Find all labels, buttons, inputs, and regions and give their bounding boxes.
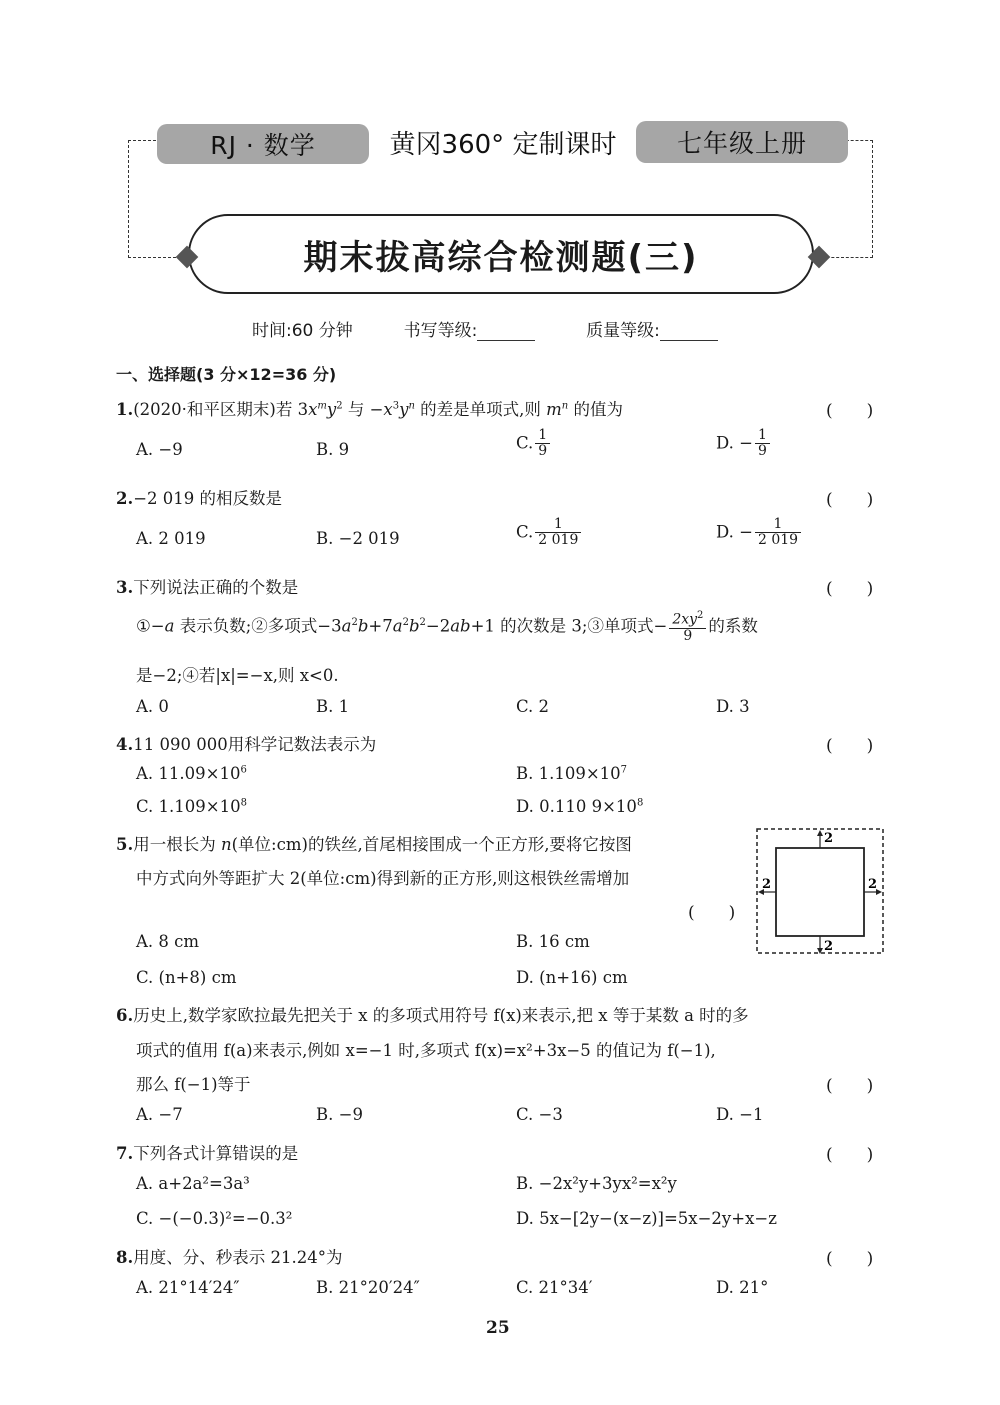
grade-pill: 七年级上册 [636, 121, 848, 163]
inner-square [776, 848, 864, 936]
q2-option-b: B. −2 019 [316, 529, 400, 548]
q7-option-d: D. 5x−[2y−(x−z)]=5x−2y+x−z [516, 1209, 777, 1228]
quality-grade-blank[interactable] [660, 322, 718, 341]
question-5-cont: 中方式向外等距扩大 2(单位:cm)得到新的正方形,则这根铁丝需增加 [136, 869, 630, 888]
q2-option-a: A. 2 019 [136, 529, 206, 548]
exam-meta [252, 316, 718, 341]
q5-option-a: A. 8 cm [136, 932, 200, 951]
answer-bracket-4[interactable]: ( ) [826, 736, 874, 756]
answer-bracket-6[interactable]: ( ) [826, 1076, 874, 1096]
q6-option-b: B. −9 [316, 1105, 363, 1124]
q4-option-b: B. $1.109\times 10^7$ [516, 764, 628, 783]
q5-option-c: C. (n+8) cm [136, 968, 237, 987]
writing-grade-label: 书写等级: [403, 321, 478, 341]
question-1: 1.(2020·和平区期末)若 $3x^my^2$ 与 $-x^3y^n$ 的差是单项式,则 $m^n$ 的值为 [116, 400, 623, 419]
fig-label-bottom: 2 [824, 939, 834, 954]
q2-option-c: C. $\frac{1}{2 019}$ [516, 517, 583, 549]
q3-option-c: C. 2 [516, 697, 550, 716]
q6-option-c: C. −3 [516, 1105, 563, 1124]
page-number: 25 [486, 1318, 510, 1338]
q3-option-a: A. 0 [136, 697, 169, 716]
answer-bracket-3[interactable]: ( ) [826, 579, 874, 599]
q4-option-d: D. 0.110 $9\times 10^8$ [516, 797, 644, 816]
question-7: 7.下列各式计算错误的是 [116, 1144, 299, 1163]
answer-bracket-8[interactable]: ( ) [826, 1249, 874, 1269]
q8-option-d: D. 21° [716, 1278, 769, 1297]
question-2: 2.−2 019 的相反数是 [116, 489, 283, 508]
q7-option-a: A. a+2a²=3a³ [136, 1174, 250, 1193]
q6-option-a: A. −7 [136, 1105, 183, 1124]
question-6-cont-1: 项式的值用 f(a)来表示,例如 x=−1 时,多项式 f(x)=x²+3x−5 的值记为 f(−1), [136, 1041, 716, 1060]
q3-option-b: B. 1 [316, 697, 350, 716]
question-8: 8.用度、分、秒表示 21.24°为 [116, 1248, 343, 1267]
q1-option-b: B. 9 [316, 440, 350, 459]
q1-option-a: A. −9 [136, 440, 183, 459]
q4-option-a: A. $11.09\times 10^6$ [136, 764, 247, 783]
fig-label-left: 2 [762, 877, 772, 892]
brand-title: 黄冈360° 定制课时 [389, 130, 617, 160]
time-label: 时间:60 分钟 [252, 321, 353, 341]
answer-bracket-7[interactable]: ( ) [826, 1145, 874, 1165]
q8-option-a: A. 21°14′24″ [136, 1278, 240, 1297]
question-3: 3.下列说法正确的个数是 [116, 578, 299, 597]
answer-bracket-5[interactable]: ( ) [688, 903, 736, 923]
q2-option-d: D. − $\frac{1}{2 019}$ [716, 517, 803, 549]
q1-option-c: C. $\frac{1}{9}$ [516, 428, 552, 460]
question-6: 6.历史上,数学家欧拉最先把关于 x 的多项式用符号 f(x)来表示,把 x 等于某数 a 时的多 [116, 1006, 749, 1025]
q7-option-c: C. −(−0.3)²=−0.3² [136, 1209, 293, 1228]
q5-option-d: D. (n+16) cm [516, 968, 628, 987]
answer-bracket-1[interactable]: ( ) [826, 401, 874, 421]
fig-label-top: 2 [824, 831, 834, 846]
q6-option-d: D. −1 [716, 1105, 764, 1124]
question-3-statements-cont: 是−2;④若|x|=−x,则 x<0. [136, 666, 339, 685]
fig-label-right: 2 [868, 877, 878, 892]
q7-option-b: B. −2x²y+3yx²=x²y [516, 1174, 677, 1193]
q8-option-b: B. 21°20′24″ [316, 1278, 420, 1297]
page-title: 期末拔高综合检测题(三) [188, 214, 814, 294]
subject-pill: RJ · 数学 [157, 124, 369, 164]
quality-grade-label: 质量等级: [586, 321, 660, 341]
question-5: 5.用一根长为 n(单位:cm)的铁丝,首尾相接围成一个正方形,要将它按图 [116, 835, 632, 854]
writing-grade-blank[interactable] [477, 322, 535, 341]
square-expansion-figure [756, 828, 886, 956]
q8-option-c: C. 21°34′ [516, 1278, 593, 1297]
answer-bracket-2[interactable]: ( ) [826, 490, 874, 510]
question-3-statements: ①−a 表示负数;②多项式$-3a^2b+7a^2b^2-2ab+1$ 的次数是 3;③单项式− $\frac{2xy^2}{9}$ 的系数 [136, 610, 758, 645]
question-4: 4.11 090 000用科学记数法表示为 [116, 735, 377, 754]
q1-option-d: D. − $\frac{1}{9}$ [716, 428, 772, 460]
section-heading: 一、选择题(3 分×12=36 分) [116, 365, 337, 384]
q3-option-d: D. 3 [716, 697, 750, 716]
q5-option-b: B. 16 cm [516, 932, 590, 951]
question-6-cont-2: 那么 f(−1)等于 [136, 1075, 251, 1094]
q4-option-c: C. $1.109\times 10^8$ [136, 797, 247, 816]
